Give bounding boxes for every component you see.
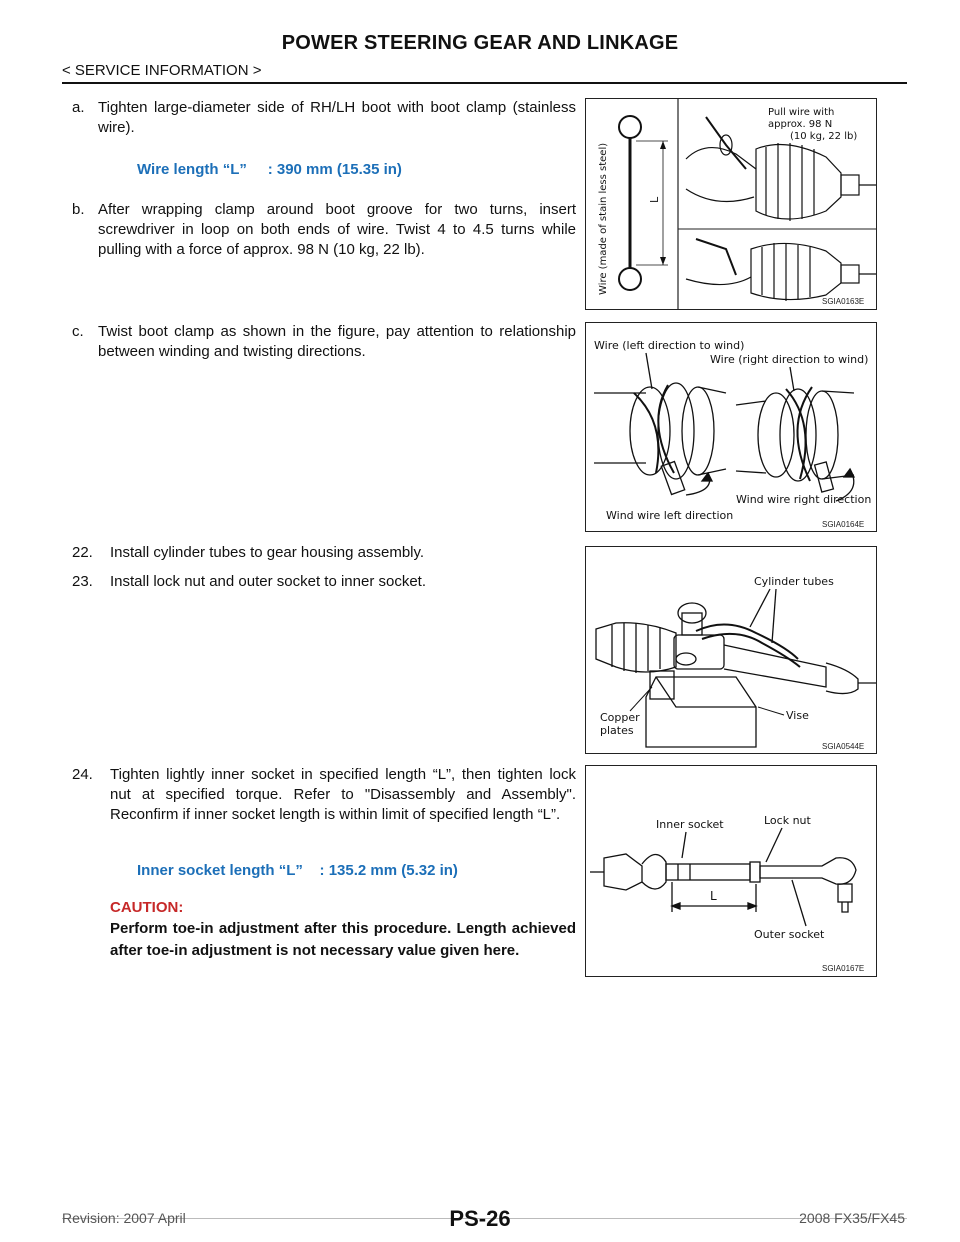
page-title: POWER STEERING GEAR AND LINKAGE bbox=[281, 32, 679, 54]
step-c-number: c. bbox=[72, 323, 84, 340]
wire-length-spec: Wire length “L” : 390 mm (15.35 in) bbox=[137, 161, 402, 178]
step-c-text: Twist boot clamp as shown in the figure, pay attention to relationship between winding and twisting directions. bbox=[98, 323, 576, 360]
wire-length-L: L bbox=[648, 196, 661, 203]
pull-wire-label-2: approx. 98 N bbox=[768, 119, 833, 130]
pull-wire-label-1: Pull wire with bbox=[768, 107, 835, 118]
step-23-number: 23. bbox=[72, 573, 93, 590]
step-24-number: 24. bbox=[72, 766, 93, 783]
figure-3-id: SGIA0544E bbox=[822, 742, 865, 751]
figure-wire-length bbox=[585, 98, 877, 310]
lock-nut-label: Lock nut bbox=[764, 814, 811, 827]
figure-1-id: SGIA0163E bbox=[822, 297, 865, 306]
step-24-text: Tighten lightly inner socket in specified length “L”, then tighten lock nut at specified torque. Refer to "Disassembly and Assembly". Reconfirm if inner socket length is within limit of specified length “L”. bbox=[110, 766, 576, 823]
revision-label: Revision: 2007 April bbox=[62, 1210, 186, 1226]
wind-right-label: Wind wire right direction bbox=[736, 493, 872, 506]
wire-material-label: Wire (made of stain less steel) bbox=[598, 142, 609, 295]
step-b-text: After wrapping clamp around boot groove for two turns, insert screwdriver in loop on both ends of wire. Twist 4 to 4.5 turns while pulling with a force of approx. 98 N (10 kg, 22 lb). bbox=[98, 201, 576, 258]
inner-socket-spec: Inner socket length “L” : 135.2 mm (5.32 in) bbox=[137, 862, 458, 879]
copper-label-1: Copper bbox=[600, 711, 640, 724]
socket-length-L: L bbox=[710, 889, 717, 903]
step-23-text: Install lock nut and outer socket to inner socket. bbox=[110, 573, 427, 590]
wire-left-direction-label: Wire (left direction to wind) bbox=[594, 339, 745, 352]
step-b-number: b. bbox=[72, 201, 85, 218]
pull-wire-label-3: (10 kg, 22 lb) bbox=[790, 131, 858, 142]
caution-text: Perform toe-in adjustment after this procedure. Length achieved after toe-in adjustment is not necessary value given here. bbox=[110, 920, 576, 959]
inner-socket-label: Inner socket bbox=[656, 818, 724, 831]
section-subtitle: < SERVICE INFORMATION > bbox=[62, 62, 262, 79]
figure-4-id: SGIA0167E bbox=[822, 964, 865, 973]
wind-left-label: Wind wire left direction bbox=[606, 509, 734, 522]
wire-right-direction-label: Wire (right direction to wind) bbox=[710, 353, 869, 366]
cylinder-tubes-label: Cylinder tubes bbox=[754, 575, 834, 588]
page-number: PS-26 bbox=[449, 1206, 511, 1231]
figure-2-id: SGIA0164E bbox=[822, 520, 865, 529]
header-rule bbox=[62, 82, 907, 84]
copper-label-2: plates bbox=[600, 724, 634, 737]
step-a-number: a. bbox=[72, 99, 85, 116]
figure-inner-socket-length bbox=[585, 765, 877, 977]
step-22-number: 22. bbox=[72, 544, 93, 561]
outer-socket-label: Outer socket bbox=[754, 928, 825, 941]
step-22-text: Install cylinder tubes to gear housing assembly. bbox=[110, 544, 425, 561]
caution-heading: CAUTION: bbox=[110, 899, 184, 916]
vise-label: Vise bbox=[786, 709, 809, 722]
figure-cylinder-tubes bbox=[585, 546, 877, 754]
model-label: 2008 FX35/FX45 bbox=[799, 1210, 905, 1226]
figure-wind-direction bbox=[585, 322, 877, 532]
step-a-text: Tighten large-diameter side of RH/LH boot with boot clamp (stainless wire). bbox=[98, 99, 576, 136]
